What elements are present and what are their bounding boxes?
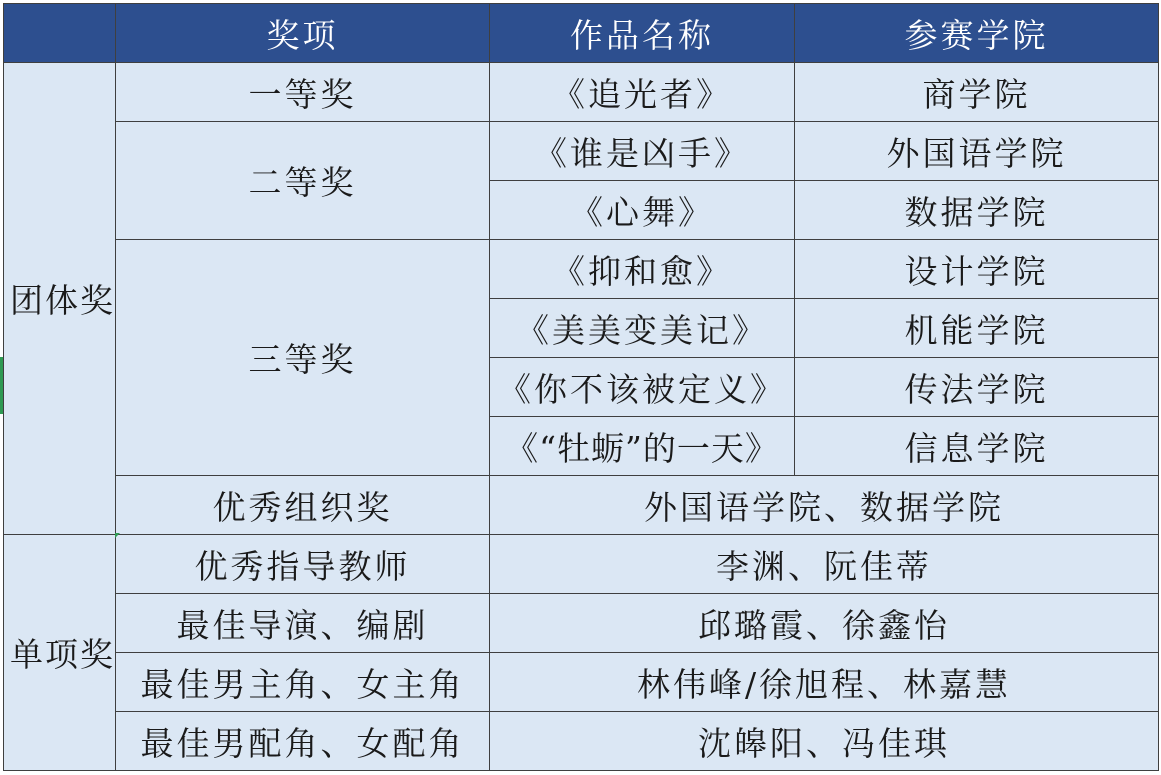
header-award[interactable]: 奖项 bbox=[116, 4, 490, 63]
work-cell[interactable]: 《心舞》 bbox=[490, 181, 795, 240]
college-cell[interactable]: 外国语学院 bbox=[795, 122, 1159, 181]
award-best-supporting[interactable]: 最佳男配角、女配角 bbox=[116, 712, 490, 771]
award-first-prize[interactable]: 一等奖 bbox=[116, 63, 490, 122]
table-row bbox=[4, 653, 1159, 712]
header-category[interactable] bbox=[4, 4, 116, 63]
cell-comment-indicator bbox=[115, 533, 120, 538]
college-cell[interactable]: 传法学院 bbox=[795, 358, 1159, 417]
table-row bbox=[4, 240, 1159, 299]
award-second-prize[interactable]: 二等奖 bbox=[116, 122, 490, 240]
winner-cell[interactable]: 邱璐霞、徐鑫怡 bbox=[490, 594, 1159, 653]
winner-cell[interactable]: 李渊、阮佳蒂 bbox=[490, 535, 1159, 594]
header-work-name[interactable]: 作品名称 bbox=[490, 4, 795, 63]
award-best-director[interactable]: 最佳导演、编剧 bbox=[116, 594, 490, 653]
table-row bbox=[4, 63, 1159, 122]
work-cell[interactable]: 《你不该被定义》 bbox=[490, 358, 795, 417]
header-row bbox=[4, 4, 1159, 63]
header-college[interactable]: 参赛学院 bbox=[795, 4, 1159, 63]
table-row bbox=[4, 122, 1159, 181]
table-row bbox=[4, 476, 1159, 535]
category-team-award[interactable]: 团体奖 bbox=[4, 63, 116, 535]
table-row bbox=[4, 535, 1159, 594]
category-individual-award[interactable]: 单项奖 bbox=[4, 535, 116, 771]
awards-table bbox=[3, 3, 1159, 771]
college-cell[interactable]: 机能学院 bbox=[795, 299, 1159, 358]
work-cell[interactable]: 《“牡蛎”的一天》 bbox=[490, 417, 795, 476]
work-cell[interactable]: 《追光者》 bbox=[490, 63, 795, 122]
organization-colleges[interactable]: 外国语学院、数据学院 bbox=[490, 476, 1159, 535]
work-cell[interactable]: 《美美变美记》 bbox=[490, 299, 795, 358]
work-cell[interactable]: 《谁是凶手》 bbox=[490, 122, 795, 181]
college-cell[interactable]: 设计学院 bbox=[795, 240, 1159, 299]
college-cell[interactable]: 数据学院 bbox=[795, 181, 1159, 240]
table-row bbox=[4, 594, 1159, 653]
award-organization[interactable]: 优秀组织奖 bbox=[116, 476, 490, 535]
college-cell[interactable]: 信息学院 bbox=[795, 417, 1159, 476]
award-best-teacher[interactable]: 优秀指导教师 bbox=[116, 535, 490, 594]
award-best-lead[interactable]: 最佳男主角、女主角 bbox=[116, 653, 490, 712]
work-cell[interactable]: 《抑和愈》 bbox=[490, 240, 795, 299]
table-row bbox=[4, 712, 1159, 771]
award-third-prize[interactable]: 三等奖 bbox=[116, 240, 490, 476]
winner-cell[interactable]: 沈皞阳、冯佳琪 bbox=[490, 712, 1159, 771]
winner-cell[interactable]: 林伟峰/徐旭程、林嘉慧 bbox=[490, 653, 1159, 712]
college-cell[interactable]: 商学院 bbox=[795, 63, 1159, 122]
